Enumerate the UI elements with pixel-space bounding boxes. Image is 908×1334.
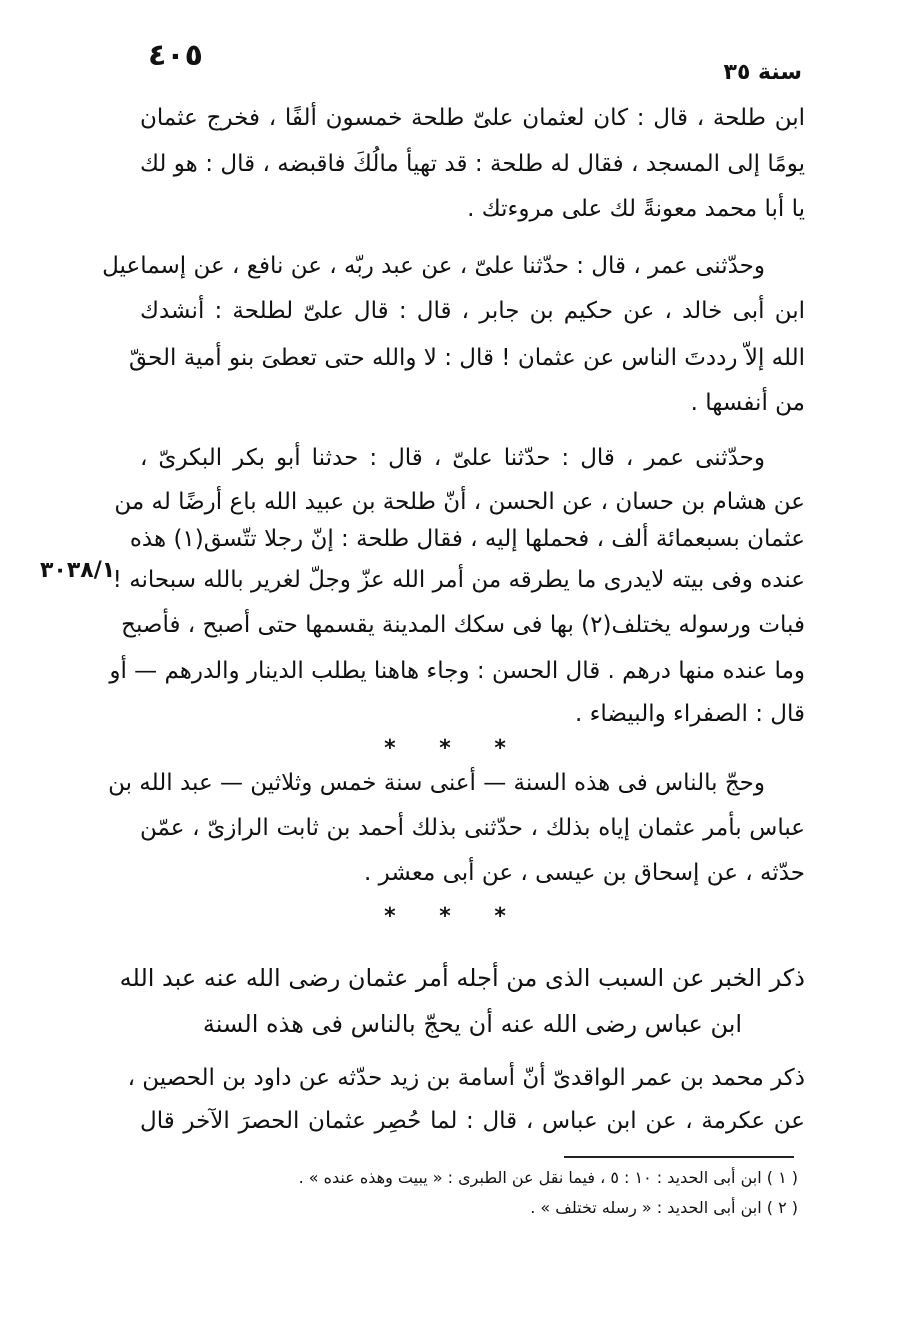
- text-line: حدّثه ، عن إسحاق بن عيسى ، عن أبى معشر .: [364, 860, 805, 886]
- text-line: يومًا إلى المسجد ، فقال له طلحة : قد تهيأ مالُكَ فاقبضه ، قال : هو لك: [140, 151, 805, 177]
- footnote: ( ١ ) ابن أبى الحديد : ١٠ : ٥ ، فيما نقل عن الطبرى : « يبيت وهذه عنده » .: [298, 1168, 798, 1187]
- text-line: وحدّثنى عمر ، قال : حدّثنا علىّ ، عن عبد ربّه ، عن نافع ، عن إسماعيل: [102, 253, 765, 279]
- section-heading: ذكر الخبر عن السبب الذى من أجله أمر عثمان رضى الله عنه عبد الله: [119, 964, 805, 992]
- page-number: ٤٠٥: [148, 38, 203, 73]
- text-line: ذكر محمد بن عمر الواقدىّ أنّ أسامة بن زيد حدّثه عن داود بن الحصين ،: [127, 1065, 805, 1091]
- footnote-divider: [564, 1156, 794, 1158]
- text-line: الله إلاّ رددتَ الناس عن عثمان ! قال : لا والله حتى تعطىَ بنو أمية الحقّ: [128, 345, 805, 371]
- footnote: ( ٢ ) ابن أبى الحديد : « رسله تختلف » .: [530, 1198, 798, 1217]
- text-line: وما عنده منها درهم . قال الحسن : وجاء هاهنا يطلب الدينار والدرهم — أو: [109, 658, 805, 684]
- text-line: عثمان بسبعمائة ألف ، فحملها إليه ، فقال طلحة : إنّ رجلا تتّسق(١) هذه: [129, 526, 805, 552]
- text-line: عنده وفى بيته لايدرى ما يطرقه من أمر الله عزّ وجلّ لغرير بالله سبحانه !: [112, 567, 805, 593]
- text-line: عباس بأمر عثمان إياه بذلك ، حدّثنى بذلك أحمد بن ثابت الرازىّ ، عمّن: [140, 815, 805, 841]
- running-header-year: سنة ٣٥: [723, 60, 802, 85]
- section-separator: * * *: [384, 904, 524, 929]
- text-line: وحجّ بالناس فى هذه السنة — أعنى سنة خمس وثلاثين — عبد الله بن: [108, 770, 765, 796]
- text-line: ابن أبى خالد ، عن حكيم بن جابر ، قال : قال علىّ لطلحة : أنشدك: [140, 298, 805, 324]
- text-line: يا أبا محمد معونةً لك على مروءتك .: [467, 196, 805, 222]
- text-line: فبات ورسوله يختلف(٢) بها فى سكك المدينة يقسمها حتى أصبح ، فأصبح: [121, 612, 805, 638]
- text-line: عن عكرمة ، عن ابن عباس ، قال : لما حُصِر عثمان الحصرَ الآخر قال: [140, 1108, 805, 1134]
- section-separator: * * *: [384, 736, 524, 761]
- text-line: عن هشام بن حسان ، عن الحسن ، أنّ طلحة بن عبيد الله باع أرضًا له من: [114, 489, 805, 515]
- margin-reference: ٣٠٣٨/١: [40, 558, 116, 583]
- text-line: قال : الصفراء والبيضاء .: [574, 701, 805, 727]
- text-line: وحدّثنى عمر ، قال : حدّثنا علىّ ، قال : حدثنا أبو بكر البكرىّ ،: [140, 445, 765, 471]
- text-line: من أنفسها .: [690, 390, 805, 416]
- text-line: ابن طلحة ، قال : كان لعثمان علىّ طلحة خمسون ألفًا ، فخرج عثمان: [140, 105, 805, 131]
- section-heading: ابن عباس رضى الله عنه أن يحجّ بالناس فى هذه السنة: [202, 1010, 743, 1038]
